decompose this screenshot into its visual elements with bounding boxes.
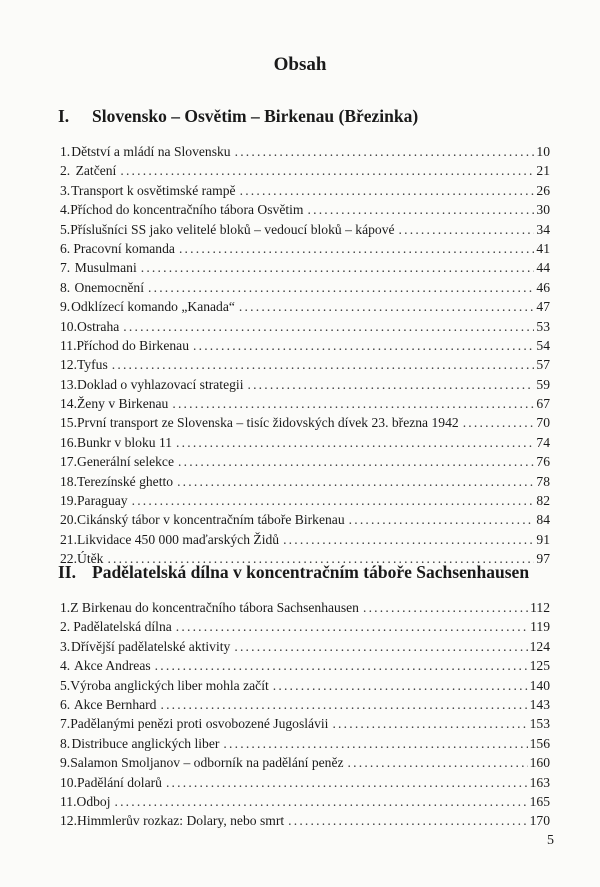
toc-list-part-2 bbox=[50, 598, 550, 831]
toc-entry bbox=[50, 413, 550, 432]
toc-entry bbox=[50, 239, 550, 258]
dot-leader bbox=[349, 510, 535, 529]
entry-number: 11. bbox=[60, 337, 77, 353]
entry-number: 3. bbox=[60, 182, 71, 198]
dot-leader bbox=[308, 200, 535, 219]
entry-page: 160 bbox=[529, 755, 550, 771]
entry-title: Terezínské ghetto bbox=[77, 473, 174, 489]
entry-title: Paraguay bbox=[77, 493, 128, 509]
entry-number: 1. bbox=[60, 144, 71, 159]
entry-number: 3. bbox=[60, 638, 71, 654]
part-numeral: II. bbox=[58, 562, 76, 582]
dot-leader bbox=[234, 637, 527, 656]
page-title: Obsah bbox=[273, 54, 327, 75]
entry-page: 119 bbox=[530, 619, 550, 635]
entry-page: 78 bbox=[536, 473, 550, 489]
entry-page: 165 bbox=[529, 793, 550, 809]
entry-page: 34 bbox=[536, 221, 550, 237]
dot-leader bbox=[160, 695, 527, 714]
toc-entry bbox=[50, 530, 550, 549]
toc-entry bbox=[50, 200, 550, 219]
entry-number: 9. bbox=[60, 755, 71, 771]
entry-page: 53 bbox=[536, 318, 550, 334]
entry-title: Doklad o vyhlazovací strategii bbox=[77, 376, 244, 392]
dot-leader bbox=[155, 656, 528, 675]
entry-page: 41 bbox=[536, 240, 550, 256]
entry-title: První transport ze Slovenska – tisíc židovských dívek 23. března 1942 bbox=[77, 415, 459, 431]
entry-page: 10 bbox=[536, 144, 550, 159]
entry-title: Odboj bbox=[76, 793, 111, 809]
toc-entry bbox=[50, 142, 550, 161]
entry-page: 82 bbox=[536, 493, 550, 509]
toc-entry bbox=[50, 181, 550, 200]
entry-number: 4. bbox=[60, 202, 71, 218]
entry-number: 7. bbox=[60, 716, 71, 732]
entry-number: 15. bbox=[60, 415, 77, 431]
entry-page: 54 bbox=[536, 337, 550, 353]
toc-entry bbox=[50, 452, 550, 471]
toc-entry bbox=[50, 161, 550, 180]
entry-title: Distribuce anglických liber bbox=[71, 735, 220, 751]
entry-title: Padělanými penězi proti osvobozené Jugoslávii bbox=[70, 716, 329, 732]
entry-title: Zatčení bbox=[75, 163, 117, 179]
entry-title: Tyfus bbox=[77, 357, 108, 373]
entry-number: 10. bbox=[60, 318, 77, 334]
entry-page: 30 bbox=[536, 202, 550, 218]
dot-leader bbox=[247, 375, 534, 394]
part-title: Padělatelská dílna v koncentračním táboře Sachsenhausen bbox=[92, 562, 530, 582]
toc-list-part-1 bbox=[50, 142, 550, 569]
entry-page: 21 bbox=[536, 163, 550, 179]
part-numeral: I. bbox=[58, 106, 70, 126]
entry-number: 5. bbox=[60, 677, 71, 693]
toc-entry bbox=[50, 695, 550, 714]
entry-title: Ostraha bbox=[77, 318, 120, 334]
entry-page: 26 bbox=[536, 182, 550, 198]
entry-title: Salamon Smoljanov – odborník na padělání peněz bbox=[70, 755, 344, 771]
entry-number: 1. bbox=[60, 600, 71, 615]
entry-number: 13. bbox=[60, 376, 77, 392]
dot-leader bbox=[114, 792, 527, 811]
dot-leader bbox=[178, 452, 534, 471]
entry-title: Onemocnění bbox=[74, 279, 144, 295]
entry-title: Generální selekce bbox=[77, 454, 174, 470]
dot-leader bbox=[123, 317, 534, 336]
dot-leader bbox=[399, 220, 535, 239]
dot-leader bbox=[179, 239, 534, 258]
entry-title: Dětství a mládí na Slovensku bbox=[71, 144, 231, 159]
dot-leader bbox=[223, 734, 527, 753]
entry-number: 4. bbox=[60, 658, 71, 674]
toc-entry bbox=[50, 220, 550, 239]
entry-page: 44 bbox=[536, 260, 550, 276]
dot-leader bbox=[166, 773, 528, 792]
entry-title: Odklízecí komando „Kanada“ bbox=[71, 299, 235, 315]
entry-title: Padělatelská dílna bbox=[73, 619, 172, 635]
toc-entry bbox=[50, 637, 550, 656]
entry-number: 6. bbox=[60, 240, 71, 256]
toc-entry bbox=[50, 734, 550, 753]
toc-entry bbox=[50, 472, 550, 491]
toc-entry bbox=[50, 258, 550, 277]
dot-leader bbox=[132, 491, 535, 510]
entry-title: Likvidace 450 000 maďarských Židů bbox=[77, 531, 280, 547]
entry-title: Transport k osvětimské rampě bbox=[71, 182, 236, 198]
entry-number: 20. bbox=[60, 512, 77, 528]
dot-leader bbox=[112, 355, 535, 374]
dot-leader bbox=[363, 598, 528, 617]
entry-number: 5. bbox=[60, 221, 71, 237]
entry-title: Himmlerův rozkaz: Dolary, nebo smrt bbox=[77, 813, 285, 829]
entry-number: 16. bbox=[60, 434, 77, 450]
entry-title: Pracovní komanda bbox=[73, 240, 175, 256]
entry-number: 17. bbox=[60, 454, 77, 470]
entry-page: 163 bbox=[529, 774, 550, 790]
part-title: Slovensko – Osvětim – Birkenau (Březinka) bbox=[92, 106, 419, 126]
dot-leader bbox=[148, 278, 534, 297]
entry-page: 67 bbox=[536, 396, 550, 412]
entry-page: 153 bbox=[529, 716, 550, 732]
entry-page: 143 bbox=[529, 696, 550, 712]
dot-leader bbox=[332, 714, 527, 733]
entry-number: 8. bbox=[60, 279, 71, 295]
entry-page: 91 bbox=[536, 531, 550, 547]
entry-title: Příchod do Birkenau bbox=[76, 337, 190, 353]
entry-number: 21. bbox=[60, 531, 77, 547]
entry-page: 125 bbox=[529, 658, 550, 674]
entry-number: 2. bbox=[60, 163, 71, 179]
entry-page: 46 bbox=[536, 279, 550, 295]
entry-title: Padělání dolarů bbox=[77, 774, 162, 790]
dot-leader bbox=[141, 258, 535, 277]
entry-page: 70 bbox=[536, 415, 550, 431]
entry-number: 12. bbox=[60, 813, 77, 829]
entry-title: Z Birkenau do koncentračního tábora Sachsenhausen bbox=[70, 600, 359, 615]
part-heading-2 bbox=[58, 562, 558, 583]
toc-entry bbox=[50, 510, 550, 529]
toc-entry bbox=[50, 355, 550, 374]
entry-page: 112 bbox=[530, 600, 550, 615]
entry-title: Dřívější padělatelské aktivity bbox=[71, 638, 231, 654]
toc-entry bbox=[50, 598, 550, 617]
toc-entry bbox=[50, 714, 550, 733]
dot-leader bbox=[463, 413, 535, 432]
toc-entry bbox=[50, 617, 550, 636]
entry-title: Bunkr v bloku 11 bbox=[77, 434, 173, 450]
dot-leader bbox=[172, 394, 534, 413]
dot-leader bbox=[240, 181, 535, 200]
toc-entry bbox=[50, 297, 550, 316]
entry-page: 124 bbox=[529, 638, 550, 654]
entry-title: Příchod do koncentračního tábora Osvětim bbox=[70, 202, 304, 218]
entry-number: 22. bbox=[60, 551, 77, 567]
toc-entry bbox=[50, 394, 550, 413]
entry-number: 7. bbox=[60, 260, 71, 276]
entry-page: 170 bbox=[529, 813, 550, 829]
dot-leader bbox=[235, 142, 535, 161]
dot-leader bbox=[177, 472, 534, 491]
entry-number: 19. bbox=[60, 493, 77, 509]
toc-entry bbox=[50, 676, 550, 695]
entry-number: 18. bbox=[60, 473, 77, 489]
toc-entry bbox=[50, 278, 550, 297]
toc-entry bbox=[50, 773, 550, 792]
entry-number: 6. bbox=[60, 696, 71, 712]
entry-page: 97 bbox=[536, 551, 550, 567]
entry-title: Cikánský tábor v koncentračním táboře Birkenau bbox=[77, 512, 345, 528]
toc-entry bbox=[50, 491, 550, 510]
entry-number: 2. bbox=[60, 619, 71, 635]
dot-leader bbox=[273, 676, 528, 695]
entry-title: Akce Andreas bbox=[74, 658, 151, 674]
entry-page: 47 bbox=[536, 299, 550, 315]
toc-entry bbox=[50, 753, 550, 772]
entry-number: 9. bbox=[60, 299, 71, 315]
dot-leader bbox=[239, 297, 534, 316]
entry-title: Výroba anglických liber mohla začít bbox=[70, 677, 269, 693]
entry-title: Akce Bernhard bbox=[73, 696, 157, 712]
entry-title: Ženy v Birkenau bbox=[77, 396, 169, 412]
dot-leader bbox=[176, 433, 534, 452]
entry-page: 156 bbox=[529, 735, 550, 751]
toc-entry bbox=[50, 656, 550, 675]
entry-title: Příslušníci SS jako velitelé bloků – vedoucí bloků – kápové bbox=[70, 221, 395, 237]
entry-page: 140 bbox=[529, 677, 550, 693]
entry-number: 14. bbox=[60, 396, 77, 412]
entry-title: Musulmani bbox=[74, 260, 137, 276]
toc-entry bbox=[50, 336, 550, 355]
entry-page: 74 bbox=[536, 434, 550, 450]
dot-leader bbox=[348, 753, 528, 772]
dot-leader bbox=[193, 336, 534, 355]
toc-entry bbox=[50, 792, 550, 811]
dot-leader bbox=[120, 161, 534, 180]
part-heading-1 bbox=[58, 106, 558, 127]
entry-page: 57 bbox=[536, 357, 550, 373]
dot-leader bbox=[283, 530, 534, 549]
entry-title: Útěk bbox=[77, 551, 104, 567]
toc-entry bbox=[50, 375, 550, 394]
page-number: 5 bbox=[547, 833, 554, 848]
entry-number: 10. bbox=[60, 774, 77, 790]
entry-number: 11. bbox=[60, 793, 77, 809]
entry-page: 76 bbox=[536, 454, 550, 470]
dot-leader bbox=[288, 811, 527, 830]
toc-entry bbox=[50, 811, 550, 830]
toc-entry bbox=[50, 317, 550, 336]
toc-entry bbox=[50, 433, 550, 452]
entry-number: 12. bbox=[60, 357, 77, 373]
entry-page: 84 bbox=[536, 512, 550, 528]
entry-page: 59 bbox=[536, 376, 550, 392]
entry-number: 8. bbox=[60, 735, 71, 751]
dot-leader bbox=[176, 617, 528, 636]
